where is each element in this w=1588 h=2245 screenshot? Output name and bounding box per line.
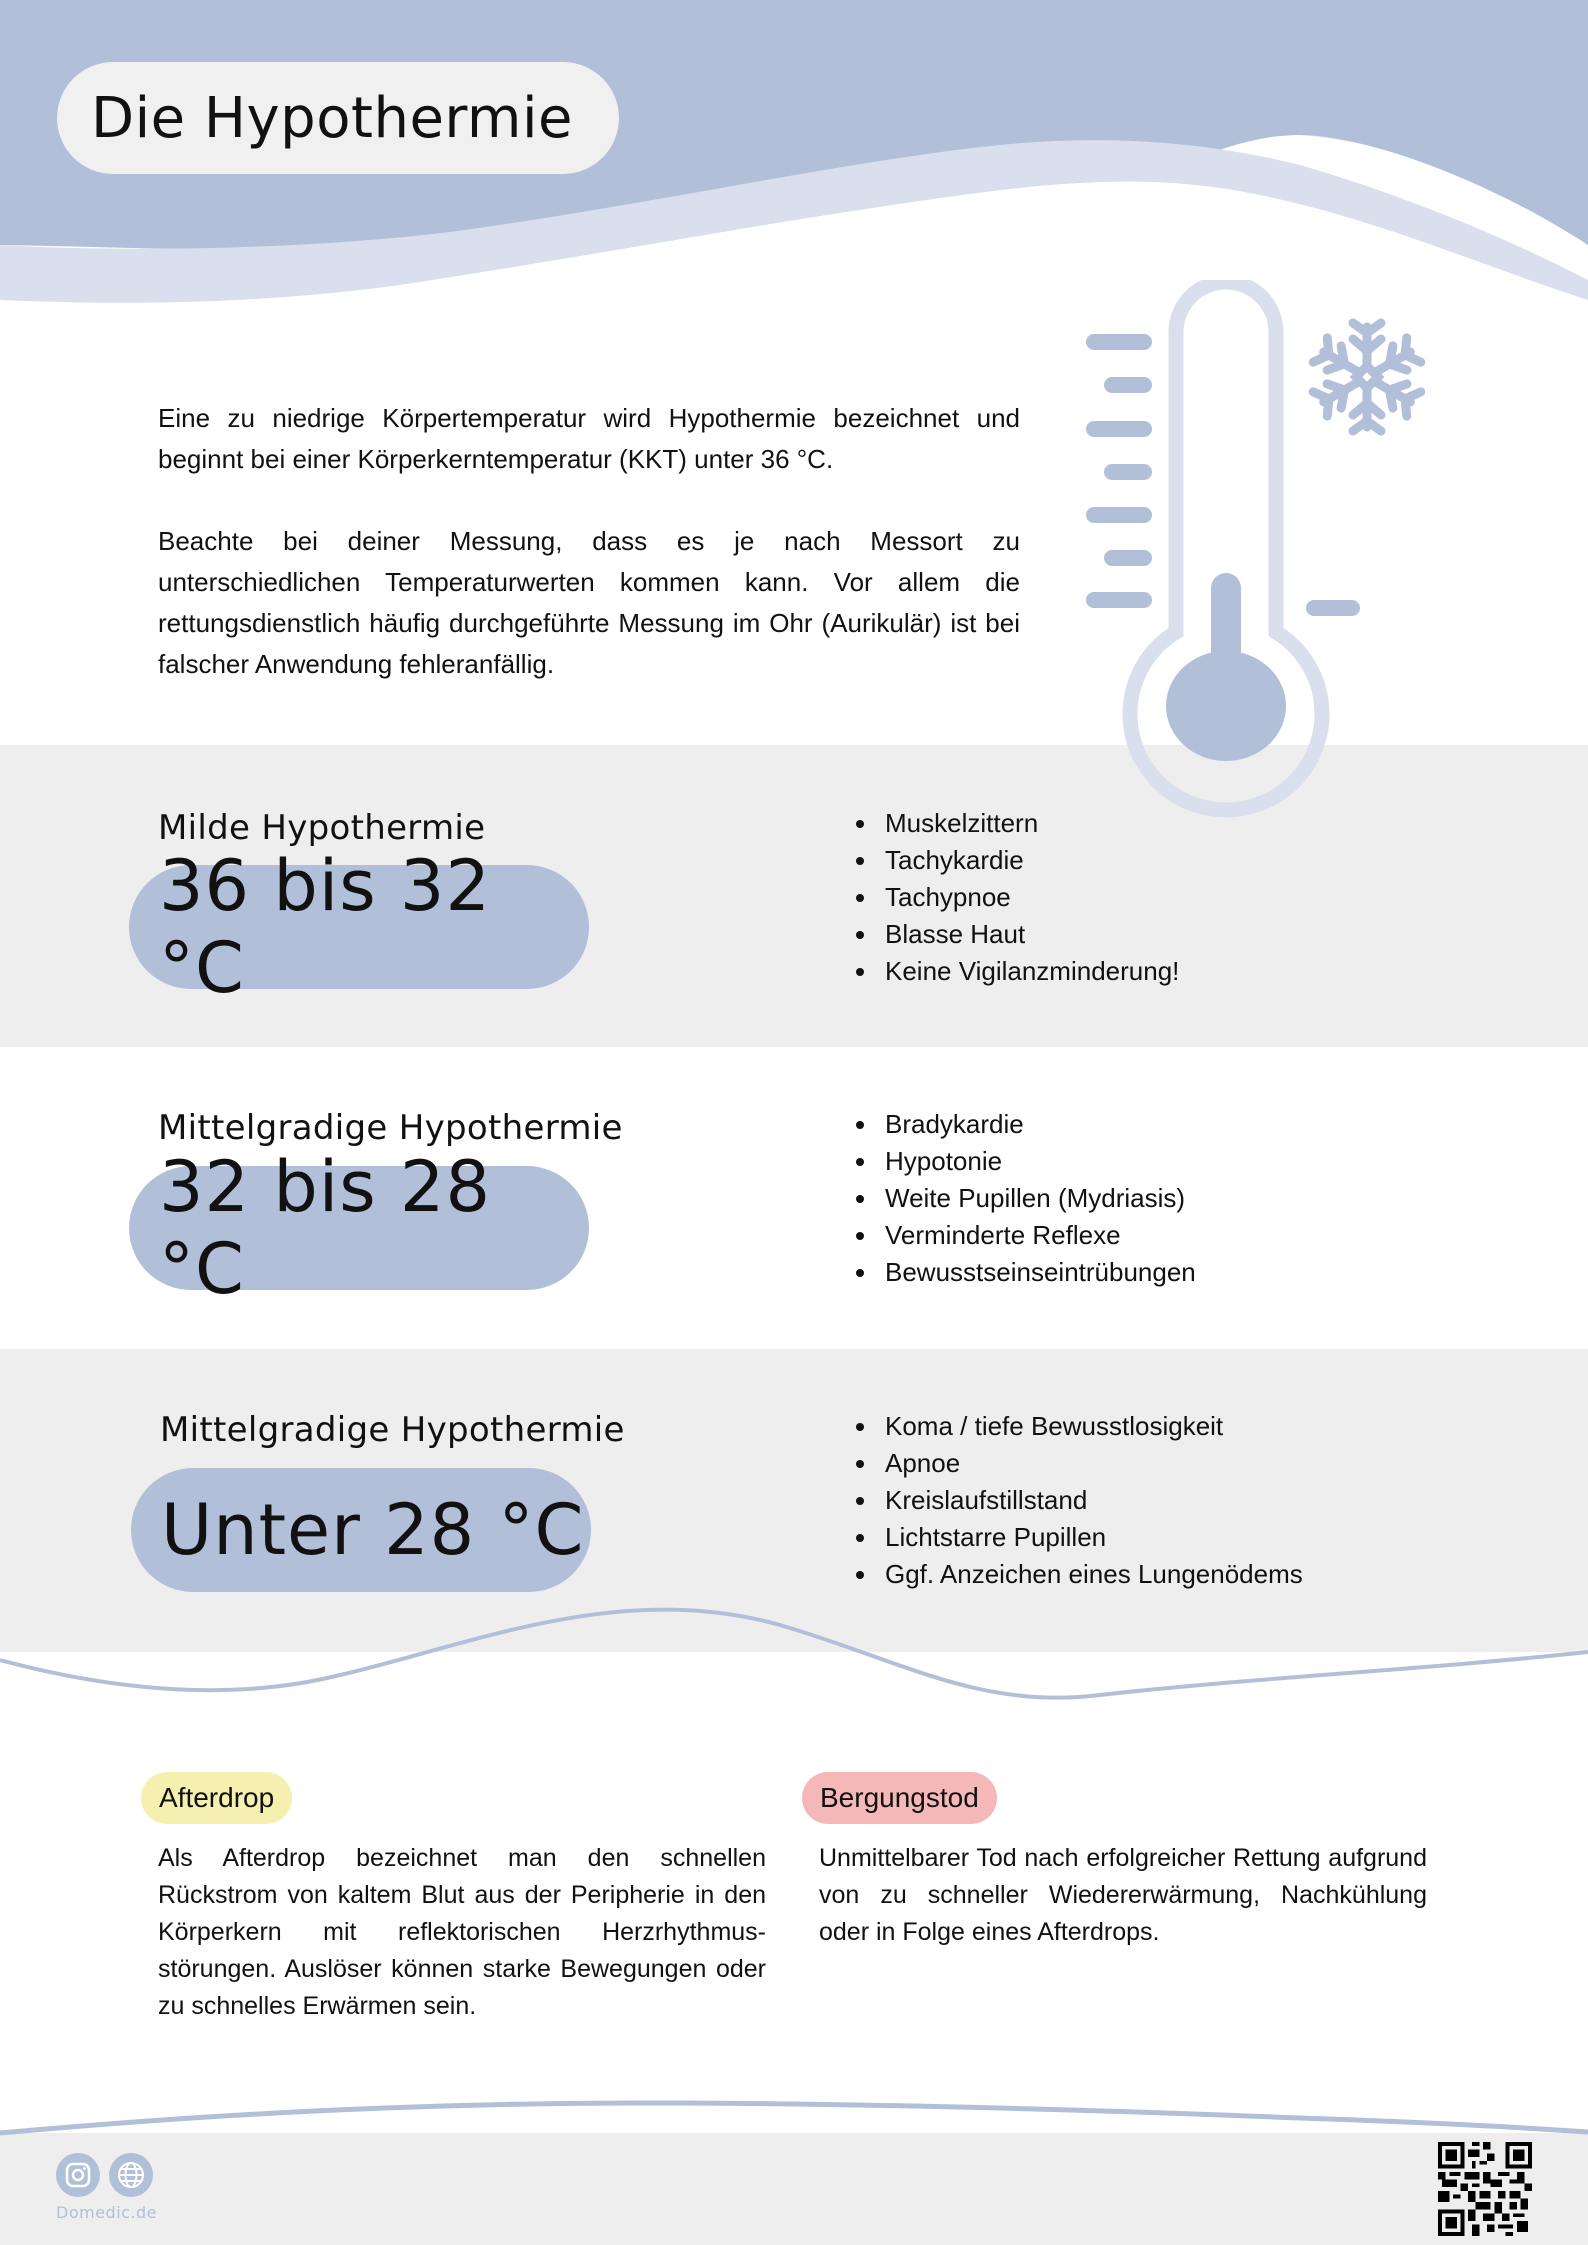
- afterdrop-label: Afterdrop: [159, 1782, 275, 1813]
- symptom-list-severe: [849, 1408, 1303, 1593]
- symptom-item: • Keine Vigilanzminderung!: [879, 953, 1179, 990]
- stage-title-moderate: Mittelgradige Hypothermie: [158, 1108, 623, 1148]
- temp-range-pill-mild: [129, 845, 589, 1009]
- symptom-item: • Ggf. Anzeichen eines Lungenödems: [879, 1556, 1303, 1593]
- wave-divider: [0, 1590, 1588, 1710]
- footer-brand-link[interactable]: Domedic.de: [56, 2203, 158, 2222]
- bergungstod-tag: [802, 1772, 997, 1824]
- symptom-list-mild: [849, 805, 1179, 990]
- intro-text: [158, 398, 1020, 726]
- temp-range-pill-moderate: [129, 1146, 589, 1310]
- symptom-item: • Apnoe: [879, 1445, 1303, 1482]
- symptom-item: • Koma / tiefe Bewusstlosigkeit: [879, 1408, 1303, 1445]
- instagram-button[interactable]: [56, 2153, 100, 2197]
- temp-range-mild: 36 bis 32 °C: [159, 845, 491, 1009]
- instagram-icon: [63, 2160, 93, 2190]
- qr-code-icon[interactable]: [1438, 2142, 1532, 2236]
- symptom-item: • Lichtstarre Pupillen: [879, 1519, 1303, 1556]
- afterdrop-tag: [141, 1772, 292, 1824]
- afterdrop-text: Als Afterdrop bezeichnet man den schnellen Rückstrom von kaltem Blut aus der Peripherie in den Körperkern mit reflektorischen Herzrhythmus-störungen. Auslöser können starke Bewegungen oder zu schnelles Erwärmen sein.: [158, 1844, 766, 2020]
- page-title: Die Hypothermie: [91, 85, 573, 151]
- bergungstod-text: Unmittelbarer Tod nach erfolgreicher Rettung aufgrund von zu schneller Wiedererwärmung, Nachkühlung oder in Folge eines Afterdrops.: [819, 1844, 1427, 1946]
- footer-background: [0, 2090, 1588, 2245]
- website-button[interactable]: [109, 2153, 153, 2197]
- thermometer-illustration: [1060, 280, 1460, 860]
- symptom-item: • Muskelzittern: [879, 805, 1179, 842]
- symptom-item: • Bradykardie: [879, 1106, 1196, 1143]
- symptom-item: • Weite Pupillen (Mydriasis): [879, 1180, 1196, 1217]
- symptom-item: • Verminderte Reflexe: [879, 1217, 1196, 1254]
- temp-range-pill-severe: [131, 1468, 591, 1592]
- snowflake-icon: [1313, 323, 1421, 431]
- intro-paragraph: Eine zu niedrige Körpertemperatur wird Hypothermie bezeichnet und beginnt bei einer Körperkerntemperatur (KKT) unter 36 °C.: [158, 403, 1020, 474]
- temp-range-severe: Unter 28 °C: [161, 1489, 585, 1571]
- symptom-item: • Kreislaufstillstand: [879, 1482, 1303, 1519]
- temp-range-moderate: 32 bis 28 °C: [159, 1146, 491, 1310]
- title-pill: [57, 62, 619, 174]
- stage-title-severe: Mittelgradige Hypothermie: [160, 1410, 625, 1450]
- symptom-item: • Bewusstseinseintrübungen: [879, 1254, 1196, 1291]
- symptom-item: • Blasse Haut: [879, 916, 1179, 953]
- symptom-list-moderate: [849, 1106, 1196, 1291]
- symptom-item: • Tachykardie: [879, 842, 1179, 879]
- globe-icon: [115, 2159, 147, 2191]
- symptom-item: • Tachypnoe: [879, 879, 1179, 916]
- bergungstod-label: Bergungstod: [820, 1782, 979, 1813]
- intro-paragraph: Beachte bei deiner Messung, dass es je nach Messort zu unterschiedlichen Temperaturwerten kommen kann. Vor allem die rettungsdienstlich häufig durchgeführte Messung im Ohr (Aurikulär) ist bei falscher Anwendung fehleranfällig.: [158, 526, 1020, 679]
- symptom-item: • Hypotonie: [879, 1143, 1196, 1180]
- stage-title-mild: Milde Hypothermie: [158, 808, 486, 848]
